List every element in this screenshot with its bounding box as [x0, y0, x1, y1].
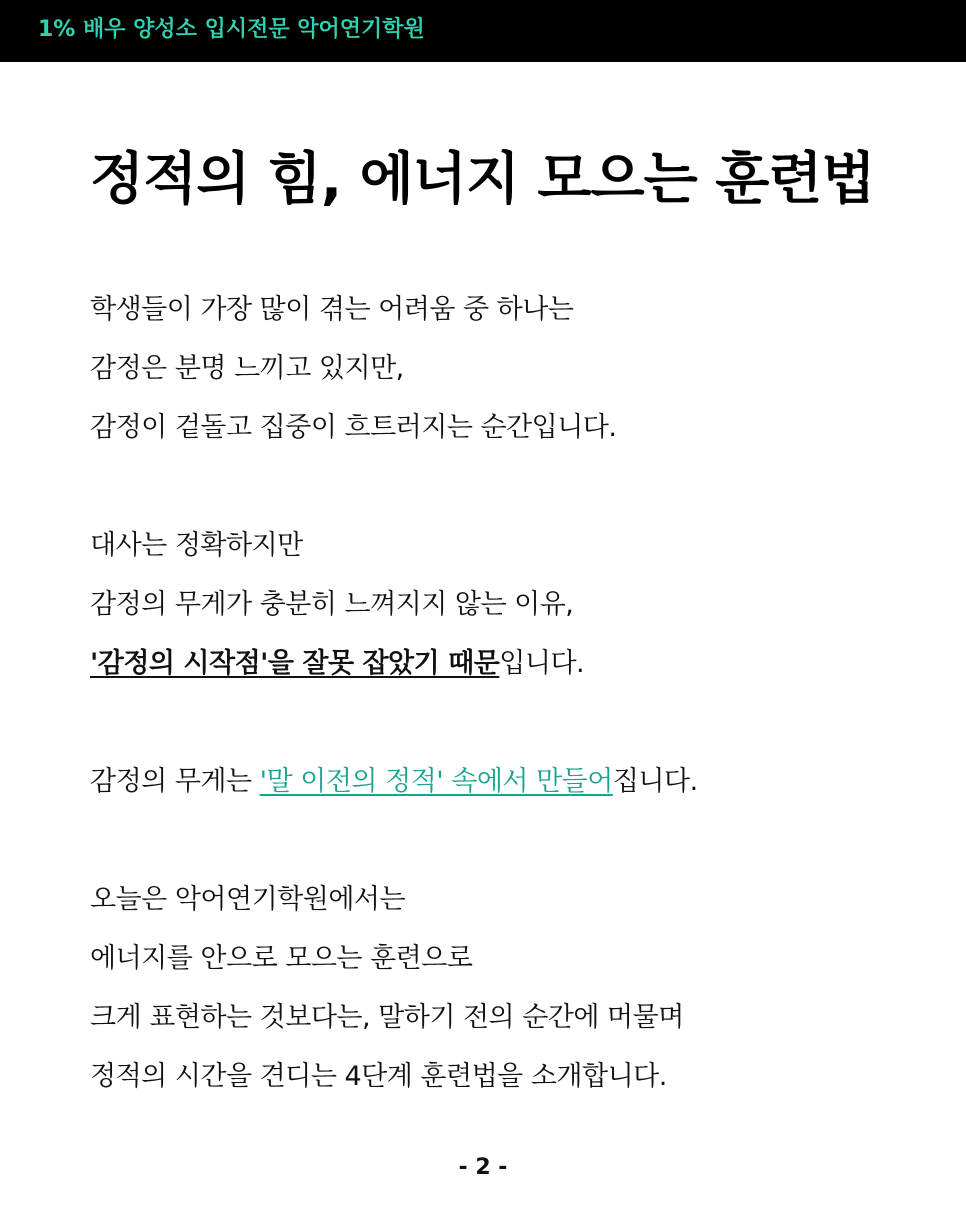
page-title: 정적의 힘, 에너지 모으는 훈련법 [90, 147, 875, 212]
emphasis-line-rest: 입니다. [499, 648, 585, 679]
emphasis-text: '감정의 시작점'을 잘못 잡았기 때문 [90, 648, 500, 679]
link-line-before: 감정의 무게는 [90, 766, 260, 797]
body-line-9: 에너지를 안으로 모으는 훈련으로 [90, 943, 473, 974]
body-line-7 [90, 764, 698, 800]
body-line-10: 크게 표현하는 것보다는, 말하기 전의 순간에 머물며 [90, 1002, 684, 1033]
body-line-8: 오늘은 악어연기학원에서는 [90, 884, 406, 915]
page-number: - 2 - [458, 1155, 508, 1180]
body-line-5: 감정의 무게가 충분히 느껴지지 않는 이유, [90, 589, 574, 620]
body-line-1: 학생들이 가장 많이 겪는 어려움 중 하나는 [90, 294, 574, 325]
highlight-link[interactable]: '말 이전의 정적' 속에서 만들어 [259, 766, 613, 797]
top-banner [0, 0, 966, 62]
body-line-11: 정적의 시간을 견디는 4단계 훈련법을 소개합니다. [90, 1061, 667, 1092]
body-line-4: 대사는 정확하지만 [90, 530, 303, 561]
body-line-2: 감정은 분명 느끼고 있지만, [90, 353, 404, 384]
banner-text: 1% 배우 양성소 입시전문 악어연기학원 [38, 17, 425, 42]
link-line-after: 집니다. [612, 766, 698, 797]
body-line-3: 감정이 겉돌고 집중이 흐트러지는 순간입니다. [90, 412, 617, 443]
body-line-6 [90, 646, 584, 682]
